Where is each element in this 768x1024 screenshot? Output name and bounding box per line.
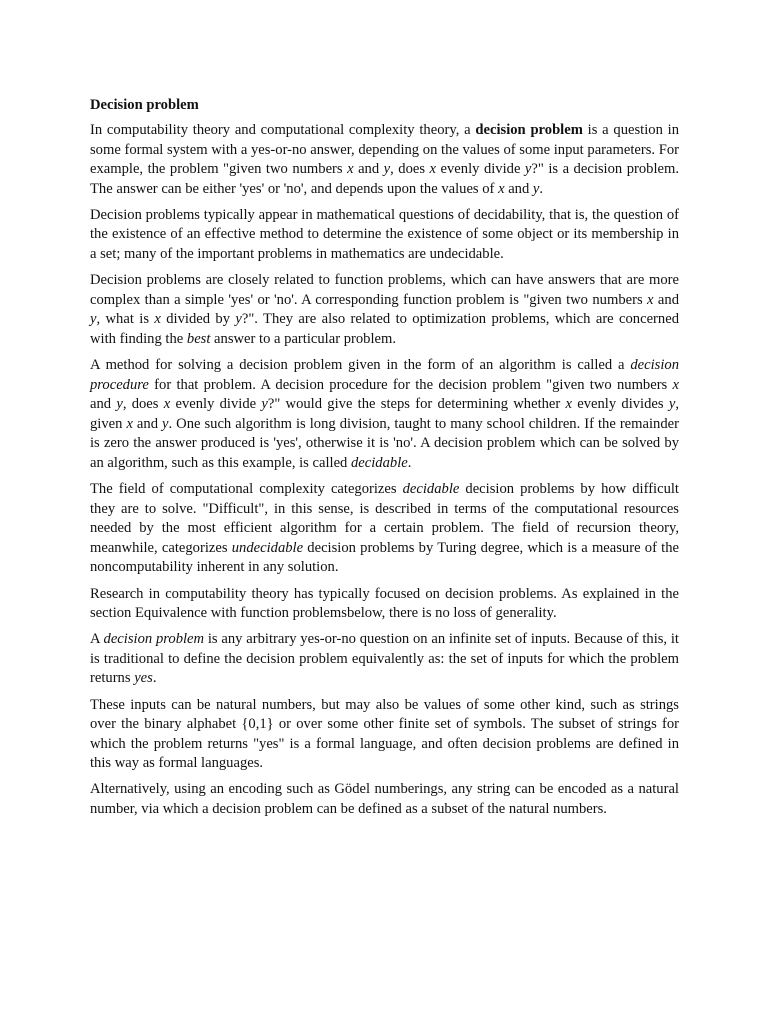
text-run: ?". They are also related to optimization problems, which are concerned with finding the bbox=[90, 311, 679, 347]
text-run: . bbox=[539, 180, 544, 197]
italic-text: y bbox=[116, 396, 123, 413]
text-run: is any arbitrary yes-or-no question on an infinite set of inputs. Because of this, it is traditional to define the decision problem equivalently as: the set of inputs for which the problem returns bbox=[90, 631, 679, 687]
italic-text: y bbox=[383, 161, 391, 178]
paragraph bbox=[90, 780, 679, 819]
text-run: , does bbox=[390, 161, 430, 178]
italic-text: x bbox=[163, 396, 171, 413]
paragraph bbox=[90, 696, 679, 774]
paragraph bbox=[90, 121, 679, 199]
text-run: and bbox=[504, 180, 533, 197]
document-title: Decision problem bbox=[90, 97, 199, 113]
bold-text: decision problem bbox=[475, 122, 583, 138]
document-body bbox=[90, 121, 679, 820]
text-run: . bbox=[407, 455, 412, 471]
text-run: A bbox=[90, 631, 104, 648]
italic-text: y bbox=[235, 311, 242, 328]
italic-text: undecidable bbox=[231, 539, 304, 556]
italic-text: best bbox=[186, 330, 211, 347]
text-run: decision problems by Turing degree, which is a measure of the noncomputability inherent in any solution. bbox=[90, 539, 679, 576]
text-run: evenly divide bbox=[436, 161, 525, 178]
text-run: for that problem. A decision procedure for the decision problem "given two numbers bbox=[148, 376, 673, 393]
text-run: and bbox=[132, 415, 163, 432]
text-run: , given bbox=[90, 396, 679, 432]
text-run: decision problems by how difficult they are to solve. "Difficult", in this sense, is described in terms of the computational resources needed by the most efficient algorithm for a certain problem. The field of recursion theory, meanwhile, categorizes bbox=[90, 481, 679, 556]
italic-text: decidable bbox=[351, 455, 408, 471]
text-run: Decision problems typically appear in mathematical questions of decidability, that is, the question of the existence of an effective method to determine the existence of some object or its membership in a set; many of the important problems in mathematics are undecidable. bbox=[90, 206, 679, 263]
italic-text: x bbox=[429, 161, 437, 178]
text-run: , what is bbox=[96, 311, 155, 328]
italic-text: y bbox=[261, 396, 268, 413]
text-run: is a question in some formal system with a yes-or-no answer, depending on the values of some input parameters. For example, the problem "given two numbers bbox=[90, 122, 679, 178]
paragraph bbox=[90, 480, 679, 578]
text-run: and bbox=[90, 396, 117, 413]
italic-text: x bbox=[126, 415, 133, 432]
text-run: . bbox=[152, 670, 157, 687]
italic-text: y bbox=[524, 161, 532, 178]
italic-text: x bbox=[347, 161, 354, 178]
paragraph bbox=[90, 585, 679, 624]
text-run: ?" is a decision problem. The answer can be either 'yes' or 'no', and depends upon the values of bbox=[90, 161, 679, 197]
italic-text: x bbox=[565, 396, 572, 413]
paragraph bbox=[90, 206, 679, 265]
text-run: answer to a particular problem. bbox=[210, 330, 396, 347]
italic-text: y bbox=[668, 396, 676, 413]
text-run: Alternatively, using an encoding such as Gödel numberings, any string can be encoded as a natural number, via which a decision problem can be defined as a subset of the natural numbers. bbox=[90, 781, 679, 817]
italic-text: x bbox=[647, 291, 654, 308]
paragraph bbox=[90, 271, 679, 349]
italic-text: x bbox=[498, 180, 505, 197]
text-run: evenly divides bbox=[572, 396, 669, 413]
text-run: and bbox=[353, 161, 384, 178]
paragraph bbox=[90, 630, 679, 689]
text-run: ?" would give the steps for determining whether bbox=[267, 396, 566, 413]
italic-text: x bbox=[154, 311, 161, 328]
text-run: Research in computability theory has typically focused on decision problems. As explained in the section Equivalence with function problemsbelow, there is no loss of generality. bbox=[90, 585, 679, 622]
text-run: and bbox=[653, 291, 679, 308]
text-run: evenly divide bbox=[170, 396, 262, 413]
italic-text: decision procedure bbox=[90, 357, 679, 393]
italic-text: decision problem bbox=[103, 631, 205, 648]
text-run: . One such algorithm is long division, taught to many school children. If the remainder is zero the answer produced is 'yes', otherwise it is 'no'. A decision problem which can be solved by an algorithm, such as this example, is called bbox=[90, 415, 679, 471]
italic-text: y bbox=[532, 180, 540, 197]
document-page bbox=[90, 96, 679, 826]
text-run: Decision problems are closely related to function problems, which can have answers that are more complex than a simple 'yes' or 'no'. A corresponding function problem is "given two numbers bbox=[90, 272, 679, 308]
text-run: , does bbox=[122, 396, 164, 413]
italic-text: x bbox=[672, 376, 679, 393]
italic-text: decidable bbox=[402, 481, 460, 498]
italic-text: y bbox=[162, 415, 169, 432]
text-run: In computability theory and computational complexity theory, a bbox=[90, 122, 476, 138]
text-run: A method for solving a decision problem given in the form of an algorithm is called a bbox=[90, 357, 631, 374]
text-run: The field of computational complexity categorizes bbox=[90, 481, 403, 498]
italic-text: yes bbox=[134, 670, 153, 687]
text-run: These inputs can be natural numbers, but may also be values of some other kind, such as strings over the binary alphabet {0,1} or over some other finite set of symbols. The subset of strings for which the problem returns "yes" is a formal language, and often decision problems are defined in this way as formal languages. bbox=[90, 696, 679, 772]
paragraph bbox=[90, 356, 679, 474]
italic-text: y bbox=[90, 311, 97, 328]
text-run: divided by bbox=[160, 311, 236, 328]
